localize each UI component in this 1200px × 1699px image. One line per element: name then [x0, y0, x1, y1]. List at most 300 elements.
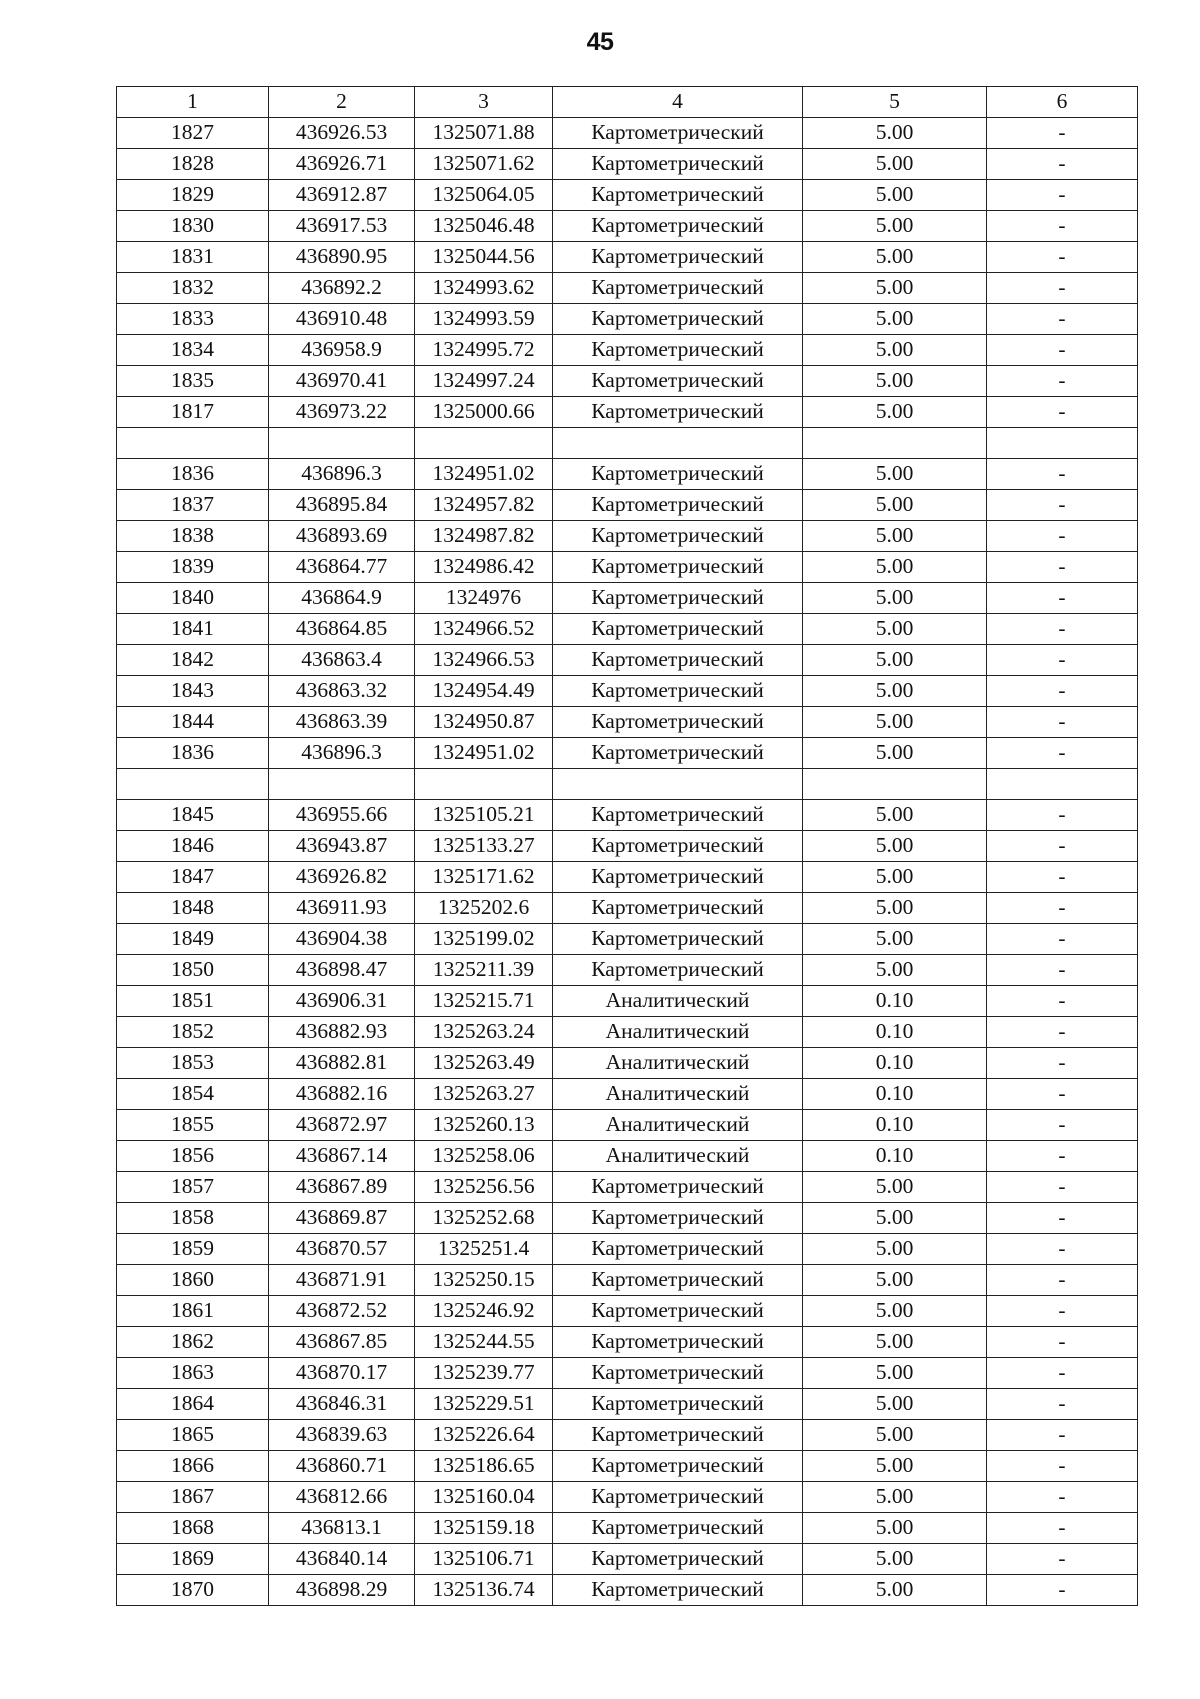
method-cell: Картометрический — [553, 552, 803, 583]
note-cell: - — [987, 1017, 1138, 1048]
table-row — [117, 490, 1138, 521]
point-number-cell: 1857 — [117, 1172, 269, 1203]
table-row — [117, 1389, 1138, 1420]
table-row — [117, 242, 1138, 273]
method-cell: Картометрический — [553, 676, 803, 707]
point-number-cell: 1867 — [117, 1482, 269, 1513]
table-row — [117, 335, 1138, 366]
accuracy-cell — [803, 428, 987, 459]
table-row — [117, 366, 1138, 397]
note-cell: - — [987, 1575, 1138, 1606]
method-cell: Картометрический — [553, 490, 803, 521]
point-number-cell: 1862 — [117, 1327, 269, 1358]
point-number-cell — [117, 428, 269, 459]
table-row — [117, 552, 1138, 583]
accuracy-cell: 0.10 — [803, 1110, 987, 1141]
accuracy-cell: 5.00 — [803, 614, 987, 645]
note-cell: - — [987, 707, 1138, 738]
point-number-cell: 1852 — [117, 1017, 269, 1048]
point-number-cell: 1870 — [117, 1575, 269, 1606]
table-row — [117, 211, 1138, 242]
point-number-cell: 1863 — [117, 1358, 269, 1389]
accuracy-cell: 5.00 — [803, 862, 987, 893]
note-cell: - — [987, 180, 1138, 211]
y-coordinate-cell: 1324993.62 — [415, 273, 553, 304]
method-cell: Картометрический — [553, 118, 803, 149]
x-coordinate-cell: 436812.66 — [269, 1482, 415, 1513]
method-cell: Картометрический — [553, 738, 803, 769]
y-coordinate-cell: 1325159.18 — [415, 1513, 553, 1544]
note-cell: - — [987, 614, 1138, 645]
x-coordinate-cell: 436872.97 — [269, 1110, 415, 1141]
y-coordinate-cell — [415, 769, 553, 800]
point-number-cell: 1844 — [117, 707, 269, 738]
y-coordinate-cell: 1324957.82 — [415, 490, 553, 521]
method-cell: Картометрический — [553, 1203, 803, 1234]
method-cell: Картометрический — [553, 211, 803, 242]
table-row — [117, 1079, 1138, 1110]
method-cell: Картометрический — [553, 180, 803, 211]
y-coordinate-cell: 1324995.72 — [415, 335, 553, 366]
accuracy-cell: 5.00 — [803, 490, 987, 521]
method-cell: Картометрический — [553, 149, 803, 180]
point-number-cell: 1841 — [117, 614, 269, 645]
method-cell: Картометрический — [553, 707, 803, 738]
y-coordinate-cell: 1325199.02 — [415, 924, 553, 955]
y-coordinate-cell: 1324997.24 — [415, 366, 553, 397]
note-cell: - — [987, 955, 1138, 986]
y-coordinate-cell: 1324986.42 — [415, 552, 553, 583]
y-coordinate-cell: 1324966.53 — [415, 645, 553, 676]
note-cell: - — [987, 149, 1138, 180]
note-cell — [987, 769, 1138, 800]
accuracy-cell: 5.00 — [803, 1420, 987, 1451]
y-coordinate-cell: 1325211.39 — [415, 955, 553, 986]
column-header: 6 — [987, 87, 1138, 118]
accuracy-cell: 5.00 — [803, 707, 987, 738]
accuracy-cell: 5.00 — [803, 583, 987, 614]
method-cell: Картометрический — [553, 1296, 803, 1327]
point-number-cell: 1865 — [117, 1420, 269, 1451]
accuracy-cell: 5.00 — [803, 955, 987, 986]
x-coordinate-cell: 436870.57 — [269, 1234, 415, 1265]
accuracy-cell: 5.00 — [803, 738, 987, 769]
accuracy-cell: 5.00 — [803, 1451, 987, 1482]
method-cell: Картометрический — [553, 893, 803, 924]
accuracy-cell: 5.00 — [803, 242, 987, 273]
table-row — [117, 180, 1138, 211]
method-cell: Аналитический — [553, 1017, 803, 1048]
note-cell: - — [987, 118, 1138, 149]
point-number-cell: 1832 — [117, 273, 269, 304]
x-coordinate-cell — [269, 428, 415, 459]
method-cell: Картометрический — [553, 273, 803, 304]
method-cell: Картометрический — [553, 583, 803, 614]
table-row — [117, 1203, 1138, 1234]
method-cell: Аналитический — [553, 986, 803, 1017]
point-number-cell: 1860 — [117, 1265, 269, 1296]
x-coordinate-cell: 436926.53 — [269, 118, 415, 149]
method-cell: Картометрический — [553, 614, 803, 645]
table-row — [117, 1172, 1138, 1203]
accuracy-cell: 5.00 — [803, 366, 987, 397]
point-number-cell: 1834 — [117, 335, 269, 366]
method-cell: Картометрический — [553, 831, 803, 862]
x-coordinate-cell: 436882.81 — [269, 1048, 415, 1079]
x-coordinate-cell: 436892.2 — [269, 273, 415, 304]
table-row — [117, 1017, 1138, 1048]
accuracy-cell: 5.00 — [803, 273, 987, 304]
accuracy-cell: 5.00 — [803, 211, 987, 242]
x-coordinate-cell: 436863.4 — [269, 645, 415, 676]
method-cell: Аналитический — [553, 1079, 803, 1110]
x-coordinate-cell: 436813.1 — [269, 1513, 415, 1544]
x-coordinate-cell: 436863.39 — [269, 707, 415, 738]
table-row — [117, 149, 1138, 180]
x-coordinate-cell: 436893.69 — [269, 521, 415, 552]
table-row — [117, 1265, 1138, 1296]
x-coordinate-cell: 436867.89 — [269, 1172, 415, 1203]
method-cell: Картометрический — [553, 1575, 803, 1606]
accuracy-cell: 5.00 — [803, 831, 987, 862]
y-coordinate-cell: 1325263.27 — [415, 1079, 553, 1110]
x-coordinate-cell: 436863.32 — [269, 676, 415, 707]
method-cell: Картометрический — [553, 335, 803, 366]
note-cell: - — [987, 304, 1138, 335]
accuracy-cell: 5.00 — [803, 335, 987, 366]
note-cell: - — [987, 521, 1138, 552]
method-cell: Картометрический — [553, 862, 803, 893]
x-coordinate-cell: 436896.3 — [269, 459, 415, 490]
y-coordinate-cell: 1325251.4 — [415, 1234, 553, 1265]
note-cell: - — [987, 1420, 1138, 1451]
accuracy-cell: 5.00 — [803, 1544, 987, 1575]
method-cell: Картометрический — [553, 1420, 803, 1451]
point-number-cell: 1859 — [117, 1234, 269, 1265]
table-header — [117, 87, 1138, 118]
method-cell — [553, 769, 803, 800]
point-number-cell: 1869 — [117, 1544, 269, 1575]
column-header: 4 — [553, 87, 803, 118]
y-coordinate-cell: 1324954.49 — [415, 676, 553, 707]
x-coordinate-cell: 436882.93 — [269, 1017, 415, 1048]
accuracy-cell: 0.10 — [803, 1048, 987, 1079]
note-cell: - — [987, 397, 1138, 428]
x-coordinate-cell: 436860.71 — [269, 1451, 415, 1482]
accuracy-cell: 0.10 — [803, 986, 987, 1017]
column-header: 5 — [803, 87, 987, 118]
table-row — [117, 521, 1138, 552]
accuracy-cell: 5.00 — [803, 459, 987, 490]
method-cell: Картометрический — [553, 242, 803, 273]
y-coordinate-cell: 1324966.52 — [415, 614, 553, 645]
y-coordinate-cell: 1325071.88 — [415, 118, 553, 149]
table-row — [117, 893, 1138, 924]
y-coordinate-cell: 1325136.74 — [415, 1575, 553, 1606]
note-cell: - — [987, 1265, 1138, 1296]
y-coordinate-cell: 1324976 — [415, 583, 553, 614]
accuracy-cell: 5.00 — [803, 893, 987, 924]
x-coordinate-cell: 436970.41 — [269, 366, 415, 397]
point-number-cell: 1854 — [117, 1079, 269, 1110]
point-number-cell: 1837 — [117, 490, 269, 521]
method-cell: Картометрический — [553, 1265, 803, 1296]
y-coordinate-cell: 1325133.27 — [415, 831, 553, 862]
point-number-cell: 1831 — [117, 242, 269, 273]
accuracy-cell — [803, 769, 987, 800]
accuracy-cell: 5.00 — [803, 1482, 987, 1513]
table-row — [117, 304, 1138, 335]
point-number-cell: 1856 — [117, 1141, 269, 1172]
y-coordinate-cell: 1324951.02 — [415, 738, 553, 769]
y-coordinate-cell: 1325256.56 — [415, 1172, 553, 1203]
y-coordinate-cell: 1325258.06 — [415, 1141, 553, 1172]
method-cell: Аналитический — [553, 1141, 803, 1172]
point-number-cell: 1838 — [117, 521, 269, 552]
accuracy-cell: 5.00 — [803, 1575, 987, 1606]
table-row — [117, 583, 1138, 614]
point-number-cell: 1853 — [117, 1048, 269, 1079]
point-number-cell: 1850 — [117, 955, 269, 986]
table-row — [117, 707, 1138, 738]
table-row — [117, 800, 1138, 831]
method-cell: Картометрический — [553, 1234, 803, 1265]
x-coordinate-cell: 436926.82 — [269, 862, 415, 893]
method-cell: Картометрический — [553, 1358, 803, 1389]
accuracy-cell: 5.00 — [803, 1327, 987, 1358]
method-cell: Картометрический — [553, 924, 803, 955]
note-cell: - — [987, 1172, 1138, 1203]
method-cell: Картометрический — [553, 1451, 803, 1482]
note-cell: - — [987, 645, 1138, 676]
accuracy-cell: 5.00 — [803, 924, 987, 955]
method-cell: Картометрический — [553, 366, 803, 397]
x-coordinate-cell — [269, 769, 415, 800]
column-header: 3 — [415, 87, 553, 118]
method-cell: Картометрический — [553, 397, 803, 428]
point-number-cell: 1848 — [117, 893, 269, 924]
method-cell: Аналитический — [553, 1110, 803, 1141]
point-number-cell — [117, 769, 269, 800]
y-coordinate-cell: 1325260.13 — [415, 1110, 553, 1141]
x-coordinate-cell: 436846.31 — [269, 1389, 415, 1420]
header-row — [117, 87, 1138, 118]
note-cell — [987, 428, 1138, 459]
note-cell: - — [987, 273, 1138, 304]
note-cell: - — [987, 986, 1138, 1017]
point-number-cell: 1845 — [117, 800, 269, 831]
note-cell: - — [987, 1451, 1138, 1482]
y-coordinate-cell: 1325044.56 — [415, 242, 553, 273]
accuracy-cell: 5.00 — [803, 304, 987, 335]
y-coordinate-cell: 1325263.49 — [415, 1048, 553, 1079]
x-coordinate-cell: 436943.87 — [269, 831, 415, 862]
note-cell: - — [987, 1389, 1138, 1420]
note-cell: - — [987, 211, 1138, 242]
table-row — [117, 1482, 1138, 1513]
table-row — [117, 955, 1138, 986]
point-number-cell: 1840 — [117, 583, 269, 614]
table-row — [117, 118, 1138, 149]
y-coordinate-cell: 1325160.04 — [415, 1482, 553, 1513]
y-coordinate-cell: 1325239.77 — [415, 1358, 553, 1389]
table-row — [117, 1358, 1138, 1389]
accuracy-cell: 5.00 — [803, 149, 987, 180]
table-row — [117, 1110, 1138, 1141]
x-coordinate-cell: 436864.85 — [269, 614, 415, 645]
x-coordinate-cell: 436973.22 — [269, 397, 415, 428]
y-coordinate-cell: 1325226.64 — [415, 1420, 553, 1451]
point-number-cell: 1817 — [117, 397, 269, 428]
table-row — [117, 614, 1138, 645]
point-number-cell: 1858 — [117, 1203, 269, 1234]
accuracy-cell: 0.10 — [803, 1141, 987, 1172]
note-cell: - — [987, 676, 1138, 707]
y-coordinate-cell: 1324987.82 — [415, 521, 553, 552]
x-coordinate-cell: 436872.52 — [269, 1296, 415, 1327]
table-row — [117, 738, 1138, 769]
accuracy-cell: 5.00 — [803, 676, 987, 707]
table-row — [117, 924, 1138, 955]
point-number-cell: 1835 — [117, 366, 269, 397]
point-number-cell: 1864 — [117, 1389, 269, 1420]
point-number-cell: 1833 — [117, 304, 269, 335]
table-row — [117, 1141, 1138, 1172]
note-cell: - — [987, 738, 1138, 769]
point-number-cell: 1846 — [117, 831, 269, 862]
table-row — [117, 1234, 1138, 1265]
y-coordinate-cell: 1325171.62 — [415, 862, 553, 893]
x-coordinate-cell: 436955.66 — [269, 800, 415, 831]
point-number-cell: 1827 — [117, 118, 269, 149]
coordinates-table — [116, 86, 1138, 1606]
y-coordinate-cell: 1324993.59 — [415, 304, 553, 335]
point-number-cell: 1830 — [117, 211, 269, 242]
column-header: 2 — [269, 87, 415, 118]
table-row — [117, 1451, 1138, 1482]
x-coordinate-cell: 436867.14 — [269, 1141, 415, 1172]
x-coordinate-cell: 436904.38 — [269, 924, 415, 955]
table-row — [117, 1513, 1138, 1544]
table-row — [117, 1048, 1138, 1079]
note-cell: - — [987, 335, 1138, 366]
method-cell: Картометрический — [553, 1513, 803, 1544]
x-coordinate-cell: 436867.85 — [269, 1327, 415, 1358]
table-row — [117, 273, 1138, 304]
method-cell: Картометрический — [553, 955, 803, 986]
page-number: 45 — [586, 28, 614, 56]
method-cell: Картометрический — [553, 1327, 803, 1358]
point-number-cell: 1861 — [117, 1296, 269, 1327]
point-number-cell: 1866 — [117, 1451, 269, 1482]
x-coordinate-cell: 436917.53 — [269, 211, 415, 242]
note-cell: - — [987, 1482, 1138, 1513]
table-row — [117, 769, 1138, 800]
point-number-cell: 1836 — [117, 738, 269, 769]
y-coordinate-cell: 1325105.21 — [415, 800, 553, 831]
table-row — [117, 1327, 1138, 1358]
note-cell: - — [987, 1203, 1138, 1234]
method-cell: Картометрический — [553, 1544, 803, 1575]
point-number-cell: 1842 — [117, 645, 269, 676]
method-cell: Картометрический — [553, 1172, 803, 1203]
note-cell: - — [987, 1079, 1138, 1110]
point-number-cell: 1828 — [117, 149, 269, 180]
y-coordinate-cell: 1325246.92 — [415, 1296, 553, 1327]
method-cell: Картометрический — [553, 459, 803, 490]
y-coordinate-cell: 1325202.6 — [415, 893, 553, 924]
point-number-cell: 1836 — [117, 459, 269, 490]
method-cell: Картометрический — [553, 304, 803, 335]
y-coordinate-cell: 1325215.71 — [415, 986, 553, 1017]
x-coordinate-cell: 436871.91 — [269, 1265, 415, 1296]
accuracy-cell: 5.00 — [803, 118, 987, 149]
y-coordinate-cell: 1324951.02 — [415, 459, 553, 490]
accuracy-cell: 5.00 — [803, 1172, 987, 1203]
table-row — [117, 676, 1138, 707]
table-row — [117, 831, 1138, 862]
x-coordinate-cell: 436890.95 — [269, 242, 415, 273]
note-cell: - — [987, 1327, 1138, 1358]
point-number-cell: 1829 — [117, 180, 269, 211]
column-header: 1 — [117, 87, 269, 118]
table-body — [117, 118, 1138, 1606]
point-number-cell: 1855 — [117, 1110, 269, 1141]
accuracy-cell: 5.00 — [803, 521, 987, 552]
note-cell: - — [987, 1296, 1138, 1327]
method-cell — [553, 428, 803, 459]
note-cell: - — [987, 1110, 1138, 1141]
x-coordinate-cell: 436958.9 — [269, 335, 415, 366]
table-row — [117, 397, 1138, 428]
method-cell: Картометрический — [553, 1482, 803, 1513]
x-coordinate-cell: 436910.48 — [269, 304, 415, 335]
accuracy-cell: 5.00 — [803, 1265, 987, 1296]
accuracy-cell: 5.00 — [803, 800, 987, 831]
y-coordinate-cell: 1325000.66 — [415, 397, 553, 428]
method-cell: Картометрический — [553, 521, 803, 552]
method-cell: Картометрический — [553, 800, 803, 831]
accuracy-cell: 5.00 — [803, 1358, 987, 1389]
table-row — [117, 459, 1138, 490]
note-cell: - — [987, 1513, 1138, 1544]
y-coordinate-cell: 1325186.65 — [415, 1451, 553, 1482]
note-cell: - — [987, 831, 1138, 862]
point-number-cell: 1847 — [117, 862, 269, 893]
note-cell: - — [987, 490, 1138, 521]
note-cell: - — [987, 1141, 1138, 1172]
accuracy-cell: 5.00 — [803, 1203, 987, 1234]
y-coordinate-cell: 1325064.05 — [415, 180, 553, 211]
point-number-cell: 1839 — [117, 552, 269, 583]
method-cell: Картометрический — [553, 1389, 803, 1420]
note-cell: - — [987, 242, 1138, 273]
note-cell: - — [987, 583, 1138, 614]
note-cell: - — [987, 893, 1138, 924]
point-number-cell: 1843 — [117, 676, 269, 707]
point-number-cell: 1868 — [117, 1513, 269, 1544]
point-number-cell: 1851 — [117, 986, 269, 1017]
accuracy-cell: 5.00 — [803, 1389, 987, 1420]
x-coordinate-cell: 436869.87 — [269, 1203, 415, 1234]
note-cell: - — [987, 800, 1138, 831]
y-coordinate-cell: 1325046.48 — [415, 211, 553, 242]
note-cell: - — [987, 366, 1138, 397]
y-coordinate-cell: 1325252.68 — [415, 1203, 553, 1234]
y-coordinate-cell: 1324950.87 — [415, 707, 553, 738]
x-coordinate-cell: 436896.3 — [269, 738, 415, 769]
note-cell: - — [987, 459, 1138, 490]
